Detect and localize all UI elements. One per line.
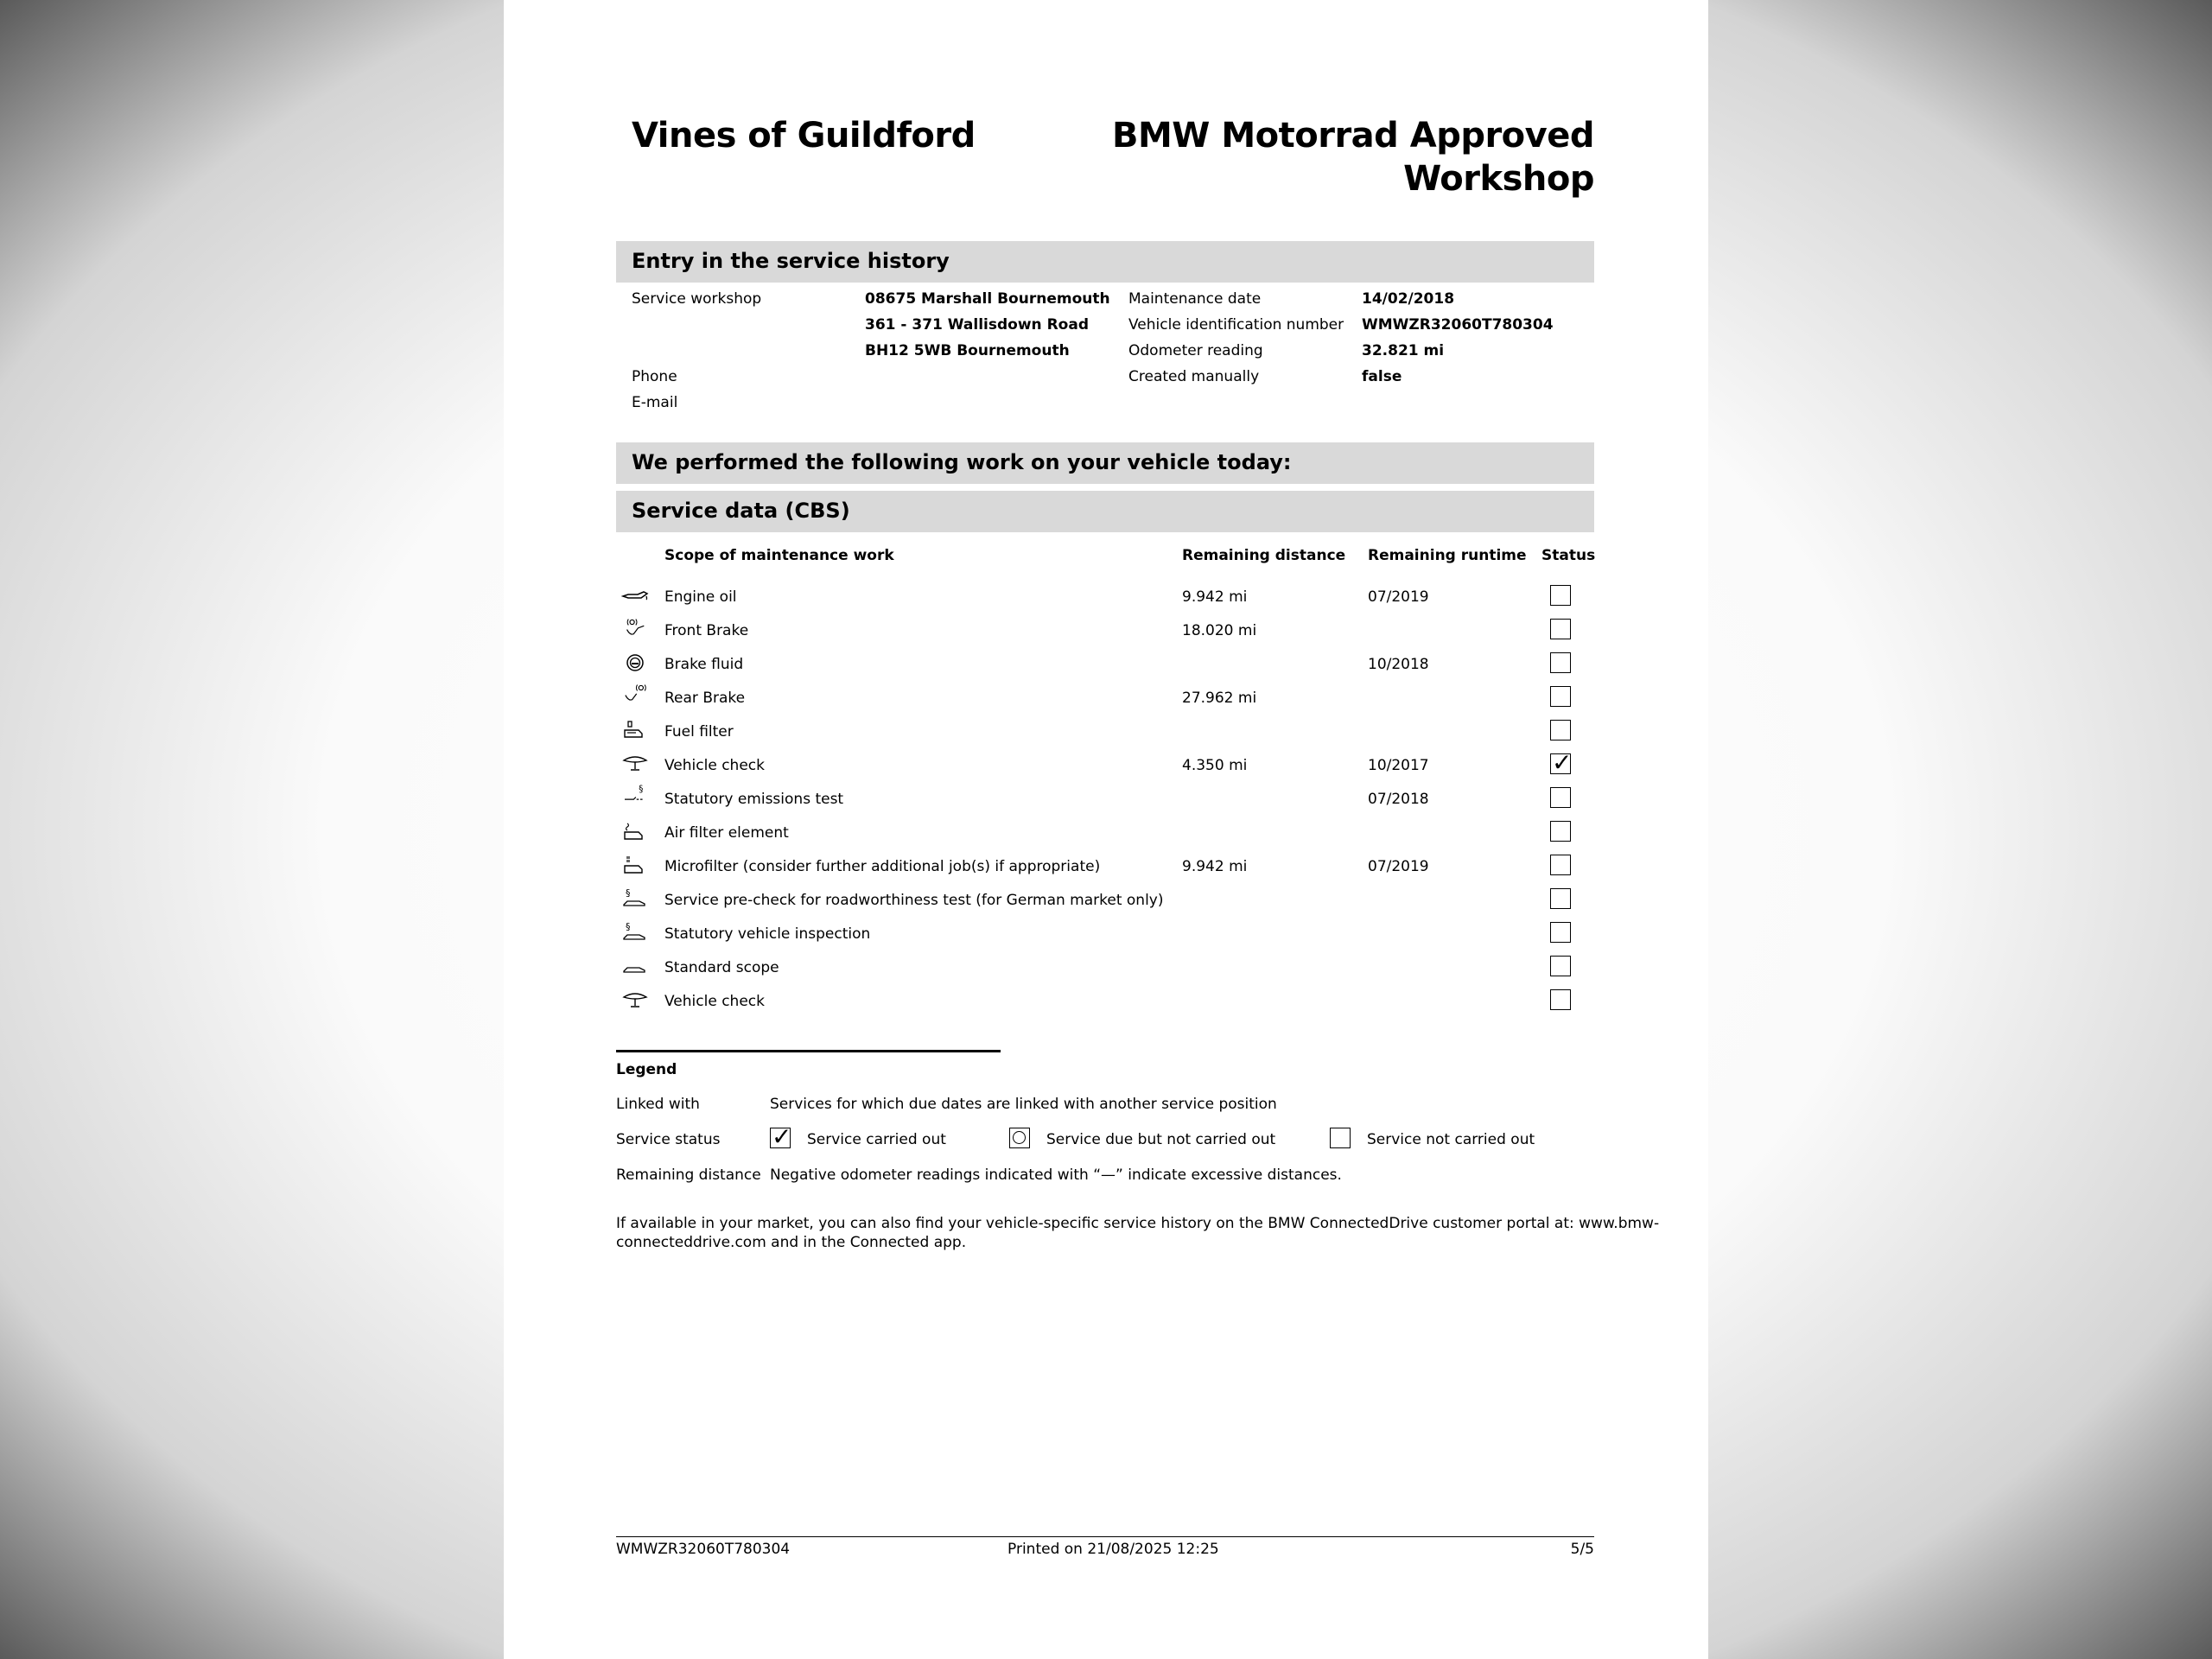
service-name: Microfilter (consider further additional job(s) if appropriate): [664, 858, 1101, 875]
footer-vin: WMWZR32060T780304: [616, 1541, 791, 1558]
front-brake-icon: [620, 617, 650, 638]
status-checkbox: [1550, 585, 1571, 606]
remaining-runtime: 07/2018: [1368, 791, 1429, 808]
remaining-runtime: 07/2019: [1368, 858, 1429, 875]
service-name: Brake fluid: [664, 656, 744, 673]
engine-oil-icon: [620, 586, 650, 607]
status-checkbox-checked: [1550, 753, 1571, 774]
legend-linked-label: Linked with: [616, 1096, 700, 1113]
legend-status-due: Service due but not carried out: [1046, 1131, 1276, 1148]
column-header-scope: Scope of maintenance work: [664, 547, 894, 564]
emissions-test-icon: [620, 785, 650, 805]
svg-text:§: §: [626, 921, 631, 932]
odometer-value: 32.821 mi: [1362, 342, 1445, 359]
email-label: E-mail: [632, 394, 678, 411]
service-name: Front Brake: [664, 622, 749, 639]
service-name: Standard scope: [664, 959, 779, 976]
legend-status-label: Service status: [616, 1131, 721, 1148]
legend-checked-box: [770, 1128, 791, 1148]
phone-label: Phone: [632, 368, 677, 385]
maintenance-date-value: 14/02/2018: [1362, 290, 1455, 308]
vehicle-inspection-icon: [620, 921, 650, 942]
remaining-runtime: 07/2019: [1368, 588, 1429, 606]
column-header-status: Status: [1541, 547, 1596, 564]
service-history-header: [616, 241, 1594, 283]
status-checkbox: [1550, 888, 1571, 909]
legend-divider: [616, 1050, 1001, 1052]
status-checkbox: [1550, 989, 1571, 1010]
legend-distance-text: Negative odometer readings indicated with “—” indicate excessive distances.: [770, 1166, 1342, 1184]
remaining-distance: 9.942 mi: [1182, 858, 1248, 875]
column-header-distance: Remaining distance: [1182, 547, 1346, 564]
air-filter-icon: [620, 821, 650, 842]
service-workshop-city: BH12 5WB Bournemouth: [865, 342, 1070, 359]
portal-note-line1: If available in your market, you can also find your vehicle-specific service history on the BMW ConnectedDrive customer portal at: www.bmw-: [616, 1215, 1660, 1232]
vehicle-check-icon: [620, 753, 650, 774]
legend-empty-box: [1330, 1128, 1351, 1148]
brake-fluid-icon: [620, 652, 650, 673]
status-checkbox: [1550, 956, 1571, 976]
svg-text:§: §: [626, 887, 631, 899]
service-name: Fuel filter: [664, 723, 734, 741]
portal-note-line2: connecteddrive.com and in the Connected app.: [616, 1234, 967, 1251]
service-name: Statutory emissions test: [664, 791, 844, 808]
service-name: Vehicle check: [664, 993, 765, 1010]
rear-brake-icon: [620, 683, 650, 703]
document-title: [1112, 114, 1594, 200]
service-workshop-label: Service workshop: [632, 290, 762, 308]
odometer-label: Odometer reading: [1128, 342, 1263, 359]
status-checkbox: [1550, 619, 1571, 639]
remaining-runtime: 10/2018: [1368, 656, 1429, 673]
footer-page-number: 5/5: [1570, 1541, 1594, 1558]
document-title-line1: BMW Motorrad Approved: [1112, 116, 1594, 156]
pre-check-icon: [620, 887, 650, 908]
footer-divider: [616, 1536, 1594, 1537]
service-name: Engine oil: [664, 588, 737, 606]
status-checkbox: [1550, 922, 1571, 943]
legend-status-not: Service not carried out: [1367, 1131, 1535, 1148]
work-performed-heading: We performed the following work on your vehicle today:: [632, 450, 1292, 474]
standard-scope-icon: [620, 957, 650, 977]
cbs-heading: Service data (CBS): [632, 499, 850, 523]
legend-distance-label: Remaining distance: [616, 1166, 761, 1184]
legend-linked-text: Services for which due dates are linked with another service position: [770, 1096, 1277, 1113]
remaining-distance: 18.020 mi: [1182, 622, 1257, 639]
remaining-distance: 27.962 mi: [1182, 690, 1257, 707]
vehicle-check-icon: [620, 990, 650, 1011]
legend-circle-box: [1009, 1128, 1030, 1148]
status-checkbox: [1550, 720, 1571, 741]
remaining-runtime: 10/2017: [1368, 757, 1429, 774]
status-checkbox: [1550, 821, 1571, 842]
legend-status-carried: Service carried out: [807, 1131, 946, 1148]
dealer-name: Vines of Guildford: [632, 116, 976, 156]
service-name: Rear Brake: [664, 690, 746, 707]
maintenance-date-label: Maintenance date: [1128, 290, 1262, 308]
svg-text:§: §: [639, 785, 644, 795]
service-name: Statutory vehicle inspection: [664, 925, 871, 943]
created-manually-label: Created manually: [1128, 368, 1260, 385]
vin-label: Vehicle identification number: [1128, 316, 1344, 334]
status-checkbox: [1550, 652, 1571, 673]
vin-value: WMWZR32060T780304: [1362, 316, 1554, 334]
status-checkbox: [1550, 787, 1571, 808]
status-checkbox: [1550, 855, 1571, 875]
work-performed-header: [616, 442, 1594, 484]
service-name: Vehicle check: [664, 757, 765, 774]
legend-title: Legend: [616, 1061, 677, 1078]
service-history-heading: Entry in the service history: [632, 249, 950, 273]
service-workshop-street: 361 - 371 Wallisdown Road: [865, 316, 1089, 334]
remaining-distance: 4.350 mi: [1182, 757, 1248, 774]
microfilter-icon: [620, 855, 650, 875]
column-header-runtime: Remaining runtime: [1368, 547, 1527, 564]
footer-printed-date: Printed on 21/08/2025 12:25: [1007, 1541, 1219, 1558]
cbs-header: [616, 491, 1594, 532]
remaining-distance: 9.942 mi: [1182, 588, 1248, 606]
status-checkbox: [1550, 686, 1571, 707]
service-name: Service pre-check for roadworthiness test (for German market only): [664, 892, 1164, 909]
service-workshop-name: 08675 Marshall Bournemouth: [865, 290, 1110, 308]
document-page: [504, 0, 1708, 1659]
document-title-line2: Workshop: [1403, 159, 1594, 199]
service-name: Air filter element: [664, 824, 789, 842]
created-manually-value: false: [1362, 368, 1402, 385]
fuel-filter-icon: [620, 720, 650, 741]
